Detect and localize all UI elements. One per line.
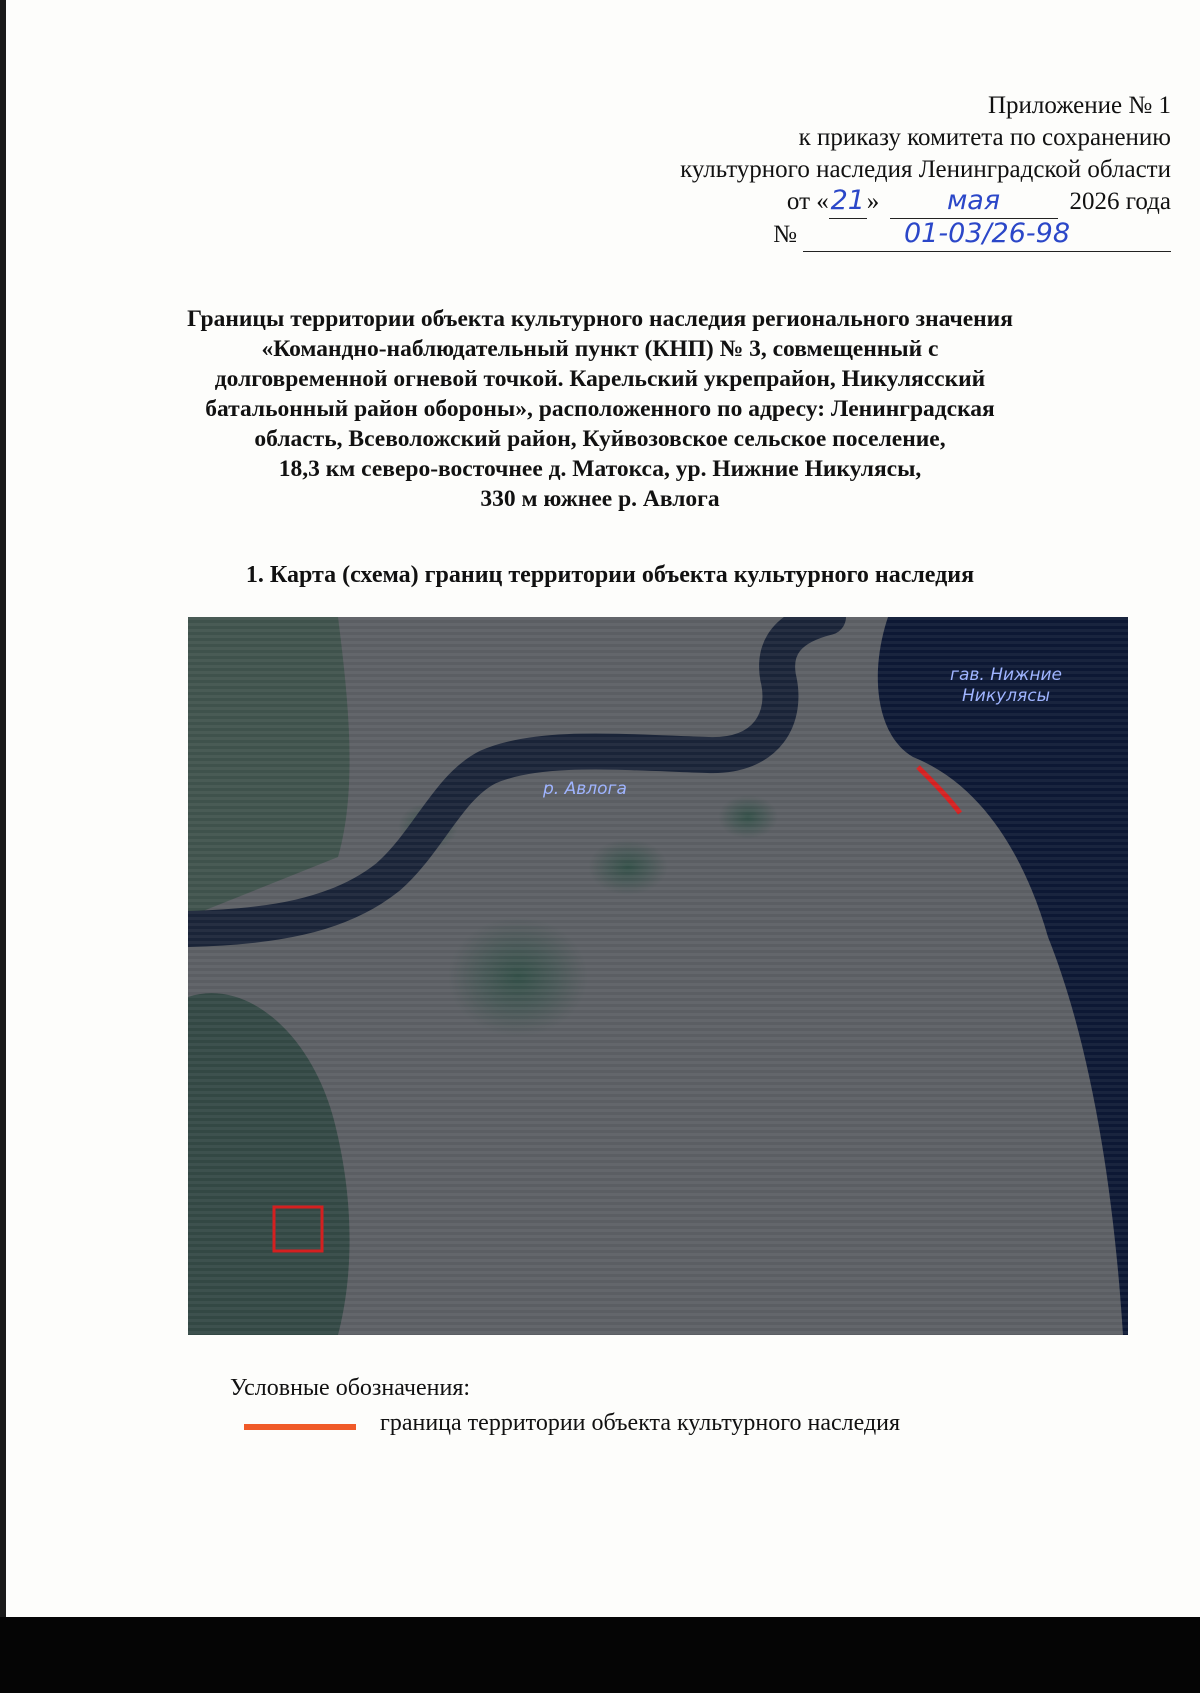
date-prefix: от « [786, 188, 829, 215]
river-label: р. Авлога [543, 779, 627, 799]
title-line: «Командно-наблюдательный пункт (КНП) № 3, совмещенный с [261, 336, 939, 362]
appendix-date-line [531, 186, 1171, 219]
date-day-field [829, 186, 867, 219]
appendix-number-line [531, 219, 1171, 252]
document-title [140, 304, 1060, 514]
title-line: 18,3 км северо-восточнее д. Матокса, ур. Нижние Никулясы, [278, 456, 922, 482]
satellite-map [188, 617, 1128, 1335]
bay-label [926, 665, 1086, 707]
legend-boundary-line [244, 1424, 356, 1430]
order-number-handwritten: 01-03/26-98 [903, 218, 1070, 249]
title-line: 330 м южнее р. Авлога [480, 486, 720, 512]
section-heading: 1. Карта (схема) границ территории объекта культурного наследия [245, 562, 975, 588]
number-prefix: № [773, 221, 797, 248]
scan-left-edge [0, 0, 6, 1693]
date-mid: » [866, 188, 880, 215]
order-number-field [803, 219, 1171, 252]
title-line: долговременной огневой точкой. Карельский укрепрайон, Никулясский [214, 366, 986, 392]
scan-bottom-edge [0, 1617, 1200, 1693]
date-year: 2026 года [1069, 188, 1171, 215]
appendix-line-2: к приказу комитета по сохранению [798, 124, 1171, 151]
appendix-line-1: Приложение № 1 [987, 92, 1171, 119]
date-month-handwritten: мая [946, 185, 1001, 216]
appendix-header [531, 90, 1171, 252]
title-line: батальонный район обороны», расположенного по адресу: Ленинградская [205, 396, 995, 422]
date-month-field [890, 186, 1058, 219]
bay-label-line-2: Никулясы [961, 686, 1051, 706]
title-line: область, Всеволожский район, Куйвозовское сельское поселение, [254, 426, 946, 452]
date-day-handwritten: 21 [830, 185, 865, 216]
bay-label-line-1: гав. Нижние [950, 665, 1062, 685]
scan-lines [188, 617, 1128, 1335]
title-line: Границы территории объекта культурного наследия регионального значения [187, 306, 1013, 332]
satellite-image [188, 617, 1128, 1335]
legend-boundary-text: граница территории объекта культурного наследия [380, 1410, 901, 1436]
legend-title: Условные обозначения: [230, 1375, 471, 1401]
appendix-line-3: культурного наследия Ленинградской области [680, 156, 1171, 183]
